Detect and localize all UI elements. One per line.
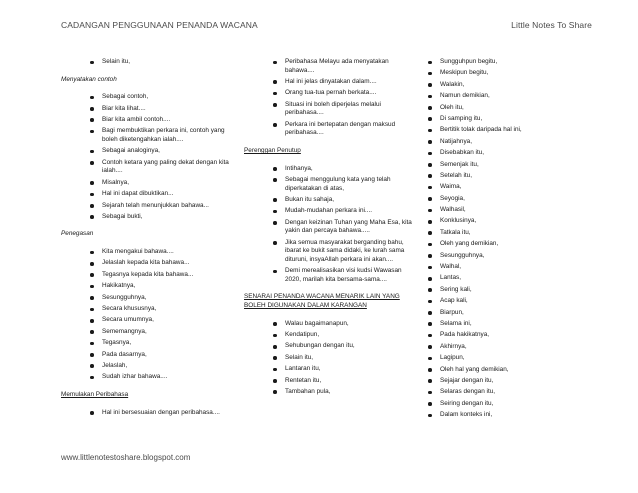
list-contoh <box>88 93 231 221</box>
list-item: Seyogia, <box>426 195 596 204</box>
list-item: Lagipun, <box>426 354 596 363</box>
list-item: Sering kali, <box>426 286 596 295</box>
list-item: Akhirnya, <box>426 343 596 352</box>
list-item: Lantaran itu, <box>271 365 414 374</box>
list-item: Sehubungan dengan itu, <box>271 342 414 351</box>
list-item: Setelah itu, <box>426 172 596 181</box>
list-item: Namun demikian, <box>426 92 596 101</box>
list-item: Hal ini dapat dibuktikan... <box>88 190 231 199</box>
section-heading-penutup: Perenggan Penutup <box>244 146 301 154</box>
list-item: Orang tua-tua pernah berkata.... <box>271 89 414 98</box>
list-item: Hal ini jelas dinyatakan dalam.... <box>271 78 414 87</box>
list-item: Jika semua masyarakat berganding bahu, ibarat ke bukit sama didaki, ke lurah sama dituruni, insyaAllah perkara ini akan.... <box>271 239 414 265</box>
list-item: Sebagai menggulung kata yang telah diperkatakan di atas, <box>271 176 414 193</box>
list-item: Perkara ini bertepatan dengan maksud peribahasa.... <box>271 121 414 138</box>
list-item: Biar kita ambil contoh.... <box>88 116 231 125</box>
list-item: Selain itu, <box>271 354 414 363</box>
list-item: Selama ini, <box>426 320 596 329</box>
column-1 <box>61 58 231 420</box>
list-penegasan <box>88 248 231 382</box>
list-item: Tegasnya, <box>88 339 231 348</box>
list-item: Disebabkan itu, <box>426 149 596 158</box>
list-item: Secara khususnya, <box>88 305 231 314</box>
list-penutup <box>271 165 414 285</box>
list-item: Sebagai contoh, <box>88 93 231 102</box>
list-item: Mudah-mudahan perkara ini.... <box>271 207 414 216</box>
list-item: Dalam konteks ini, <box>426 411 596 420</box>
document-title: CADANGAN PENGGUNAAN PENANDA WACANA <box>61 20 258 30</box>
list-item: Semenjak itu, <box>426 161 596 170</box>
list-item: Sejarah telah menunjukkan bahawa... <box>88 202 231 211</box>
col2-top-list <box>271 58 414 138</box>
list-item: Bukan itu sahaja, <box>271 196 414 205</box>
list-item: Walhasil, <box>426 206 596 215</box>
list-item: Meskipun begitu, <box>426 69 596 78</box>
list-item: Pada dasarnya, <box>88 351 231 360</box>
list-item: Bagi membuktikan perkara ini, contoh yang boleh diketengahkan ialah.... <box>88 127 231 144</box>
list-item: Di samping itu, <box>426 115 596 124</box>
section-heading-contoh: Menyatakan contoh <box>61 75 117 83</box>
list-item: Sebagai bukti, <box>88 213 231 222</box>
list-peribahasa <box>88 409 231 418</box>
list-item: Sesungguhnya, <box>88 294 231 303</box>
list-item: Acap kali, <box>426 297 596 306</box>
list-item: Waima, <box>426 183 596 192</box>
footer-url[interactable]: www.littlenotestoshare.blogspot.com <box>61 453 191 462</box>
list-item: Peribahasa Melayu ada menyatakan bahawa.... <box>271 58 414 75</box>
list-item: Lantas, <box>426 274 596 283</box>
list-item: Hal ini bersesuaian dengan peribahasa.... <box>88 409 231 418</box>
list-item: Konklusinya, <box>426 217 596 226</box>
list-item: Secara umumnya, <box>88 316 231 325</box>
list-item: Jelaslah kepada kita bahawa... <box>88 259 231 268</box>
column-3 <box>426 58 596 423</box>
list-item: Sesungguhnya, <box>426 252 596 261</box>
list-item: Kendatipun, <box>271 331 414 340</box>
list-item: Rentetan itu, <box>271 377 414 386</box>
list-item: Sudah izhar bahawa.... <box>88 373 231 382</box>
list-item: Seiring dengan itu, <box>426 400 596 409</box>
column-2 <box>244 58 414 399</box>
list-item: Intihanya, <box>271 165 414 174</box>
list-item: Sungguhpun begitu, <box>426 58 596 67</box>
list-item: Walhal, <box>426 263 596 272</box>
list-item: Oleh itu, <box>426 104 596 113</box>
section-heading-penegasan: Penegasan <box>61 230 94 238</box>
list-senarai <box>271 320 414 397</box>
list-item: Hakikatnya, <box>88 282 231 291</box>
col1-top-list <box>88 58 231 67</box>
list-item: Sejajar dengan itu, <box>426 377 596 386</box>
list-item: Walakin, <box>426 81 596 90</box>
list-item: Oleh hal yang demikian, <box>426 366 596 375</box>
list-item: Bertitik tolak daripada hal ini, <box>426 126 596 135</box>
list-item: Biarpun, <box>426 309 596 318</box>
list-item: Situasi ini boleh diperjelas melalui peribahasa.... <box>271 101 414 118</box>
section-heading-peribahasa: Memulakan Peribahasa <box>61 390 129 398</box>
list-item: Contoh ketara yang paling dekat dengan kita ialah.... <box>88 159 231 176</box>
col3-list <box>426 58 596 420</box>
list-item: Tambahan pula, <box>271 388 414 397</box>
list-item: Sebagai analoginya, <box>88 147 231 156</box>
list-item: Jelaslah, <box>88 362 231 371</box>
list-item: Kita mengakui bahawa.... <box>88 248 231 257</box>
list-item: Demi merealisasikan visi kudsi Wawasan 2020, marilah kita bersama-sama.... <box>271 267 414 284</box>
section-heading-senarai: SENARAI PENANDA WACANA MENARIK LAIN YANG BOLEH DIGUNAKAN DALAM KARANGAN <box>244 293 400 310</box>
list-item: Tatkala itu, <box>426 229 596 238</box>
list-item: Pada hakikatnya, <box>426 331 596 340</box>
list-item: Oleh yang demikian, <box>426 240 596 249</box>
site-name: Little Notes To Share <box>511 20 592 30</box>
list-item: Biar kita lihat.... <box>88 105 231 114</box>
list-item: Natijahnya, <box>426 138 596 147</box>
list-item: Selaras dengan itu, <box>426 388 596 397</box>
list-item: Dengan keizinan Tuhan yang Maha Esa, kita yakin dan percaya bahawa..... <box>271 219 414 236</box>
list-item: Selain itu, <box>88 58 231 67</box>
list-item: Tegasnya kepada kita bahawa... <box>88 271 231 280</box>
list-item: Misalnya, <box>88 179 231 188</box>
list-item: Sememangnya, <box>88 328 231 337</box>
list-item: Walau bagaimanapun, <box>271 320 414 329</box>
